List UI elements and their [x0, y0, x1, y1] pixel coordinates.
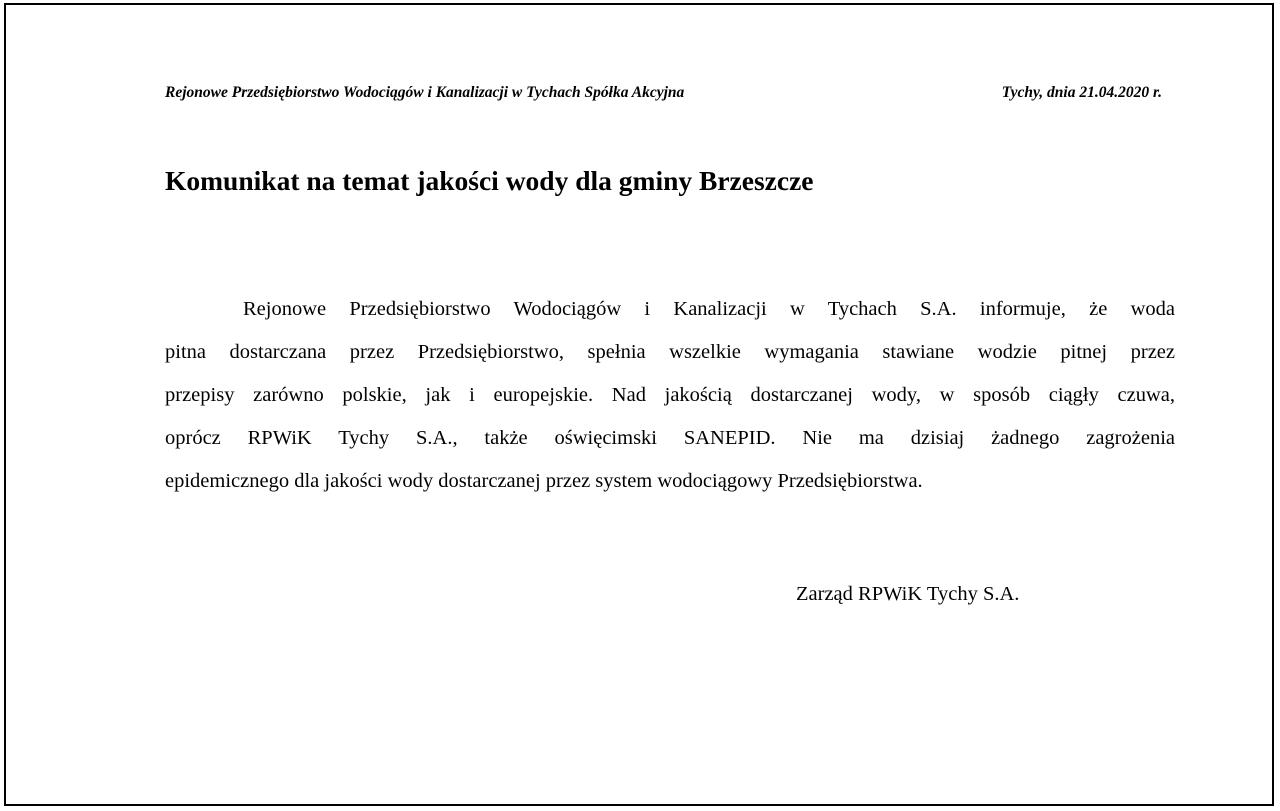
paragraph-line: przepisy zarówno polskie, jak i europejskie. Nad jakością dostarczanej wody, w sposób ciągły czuwa,: [165, 384, 1175, 406]
document-title: Komunikat na temat jakości wody dla gminy Brzeszcze: [165, 165, 814, 196]
paragraph-line: epidemicznego dla jakości wody dostarczanej przez system wodociągowy Przedsiębiorstwa.: [165, 470, 923, 492]
body-paragraph: [165, 291, 1175, 506]
paragraph-line: oprócz RPWiK Tychy S.A., także oświęcimski SANEPID. Nie ma dzisiaj żadnego zagrożenia: [165, 427, 1175, 449]
company-name: Rejonowe Przedsiębiorstwo Wodociągów i Kanalizacji w Tychach Spółka Akcyjna: [165, 84, 685, 101]
paragraph-line: pitna dostarczana przez Przedsiębiorstwo, spełnia wszelkie wymagania stawiane wodzie pitnej przez: [165, 341, 1175, 363]
document-frame: [4, 3, 1274, 806]
paragraph-line: Rejonowe Przedsiębiorstwo Wodociągów i Kanalizacji w Tychach S.A. informuje, że woda: [243, 298, 1175, 320]
document-date: Tychy, dnia 21.04.2020 r.: [1001, 84, 1162, 101]
signature: Zarząd RPWiK Tychy S.A.: [796, 583, 1020, 605]
